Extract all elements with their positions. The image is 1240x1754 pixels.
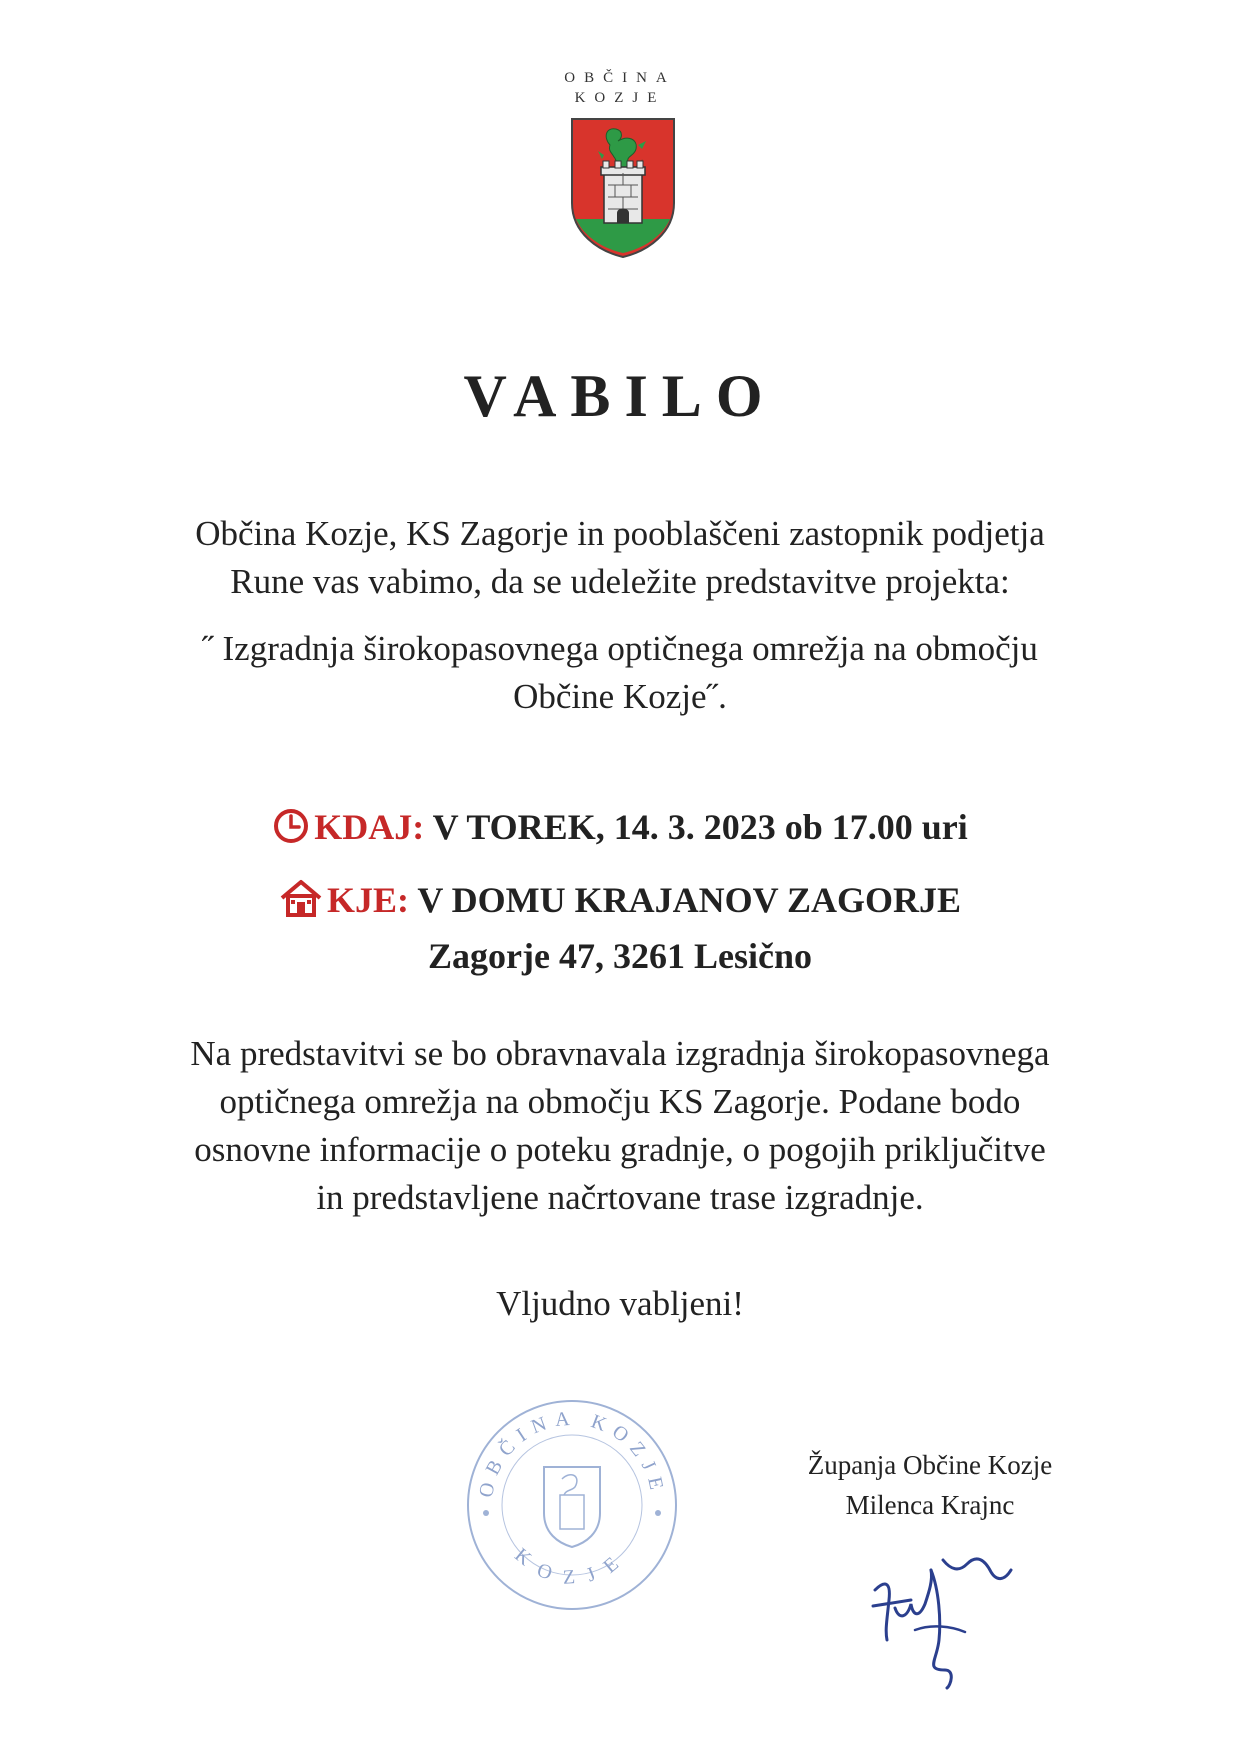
intro-line: Rune vas vabimo, da se udeležite predstavitve projekta: bbox=[230, 562, 1010, 601]
svg-text:KOZJE bbox=[510, 1544, 633, 1589]
when-row bbox=[0, 806, 1240, 848]
where-row bbox=[0, 878, 1240, 921]
signatory-name: Milenca Krajnc bbox=[845, 1490, 1015, 1520]
stamp-bottom-text: KOZJE bbox=[510, 1543, 634, 1589]
intro-paragraph bbox=[100, 510, 1140, 606]
details-line: optičnega omrežja na območju KS Zagorje. Podane bodo bbox=[219, 1082, 1021, 1121]
when-label: KDAJ: bbox=[314, 807, 425, 847]
where-value: V DOMU KRAJANOV ZAGORJE bbox=[417, 880, 962, 920]
coat-of-arms-icon bbox=[568, 115, 678, 260]
project-line: ˝ Izgradnja širokopasovnega optičnega omrežja na območju bbox=[202, 629, 1038, 668]
org-name-line2: KOZJE bbox=[574, 90, 666, 106]
intro-line: Občina Kozje, KS Zagorje in pooblaščeni zastopnik podjetja bbox=[195, 514, 1045, 553]
where-address: Zagorje 47, 3261 Lesično bbox=[428, 936, 812, 976]
house-icon bbox=[279, 878, 323, 918]
stamp-top-text: OBČINA KOZJE bbox=[474, 1407, 669, 1500]
org-name-line1: OBČINA bbox=[564, 70, 676, 86]
signatory-title: Županja Občine Kozje bbox=[807, 1450, 1053, 1480]
details-line: Na predstavitvi se bo obravnavala izgradnja širokopasovnega bbox=[190, 1034, 1050, 1073]
when-value: V TOREK, 14. 3. 2023 ob 17.00 uri bbox=[432, 807, 968, 847]
details-paragraph bbox=[100, 1030, 1140, 1222]
handwritten-signature-icon bbox=[855, 1520, 1085, 1690]
where-label: KJE: bbox=[326, 880, 409, 920]
svg-text:OBČINA KOZJE bbox=[475, 1407, 669, 1499]
project-line: Občine Kozje˝. bbox=[513, 677, 727, 716]
project-title bbox=[100, 625, 1140, 721]
details-line: osnovne informacije o poteku gradnje, o pogojih priključitve bbox=[194, 1130, 1046, 1169]
page-title: VABILO bbox=[463, 363, 777, 429]
details-line: in predstavljene načrtovane trase izgradnje. bbox=[316, 1178, 924, 1217]
closing-text: Vljudno vabljeni! bbox=[496, 1284, 744, 1323]
clock-icon bbox=[272, 807, 310, 845]
official-stamp-icon bbox=[462, 1395, 682, 1615]
